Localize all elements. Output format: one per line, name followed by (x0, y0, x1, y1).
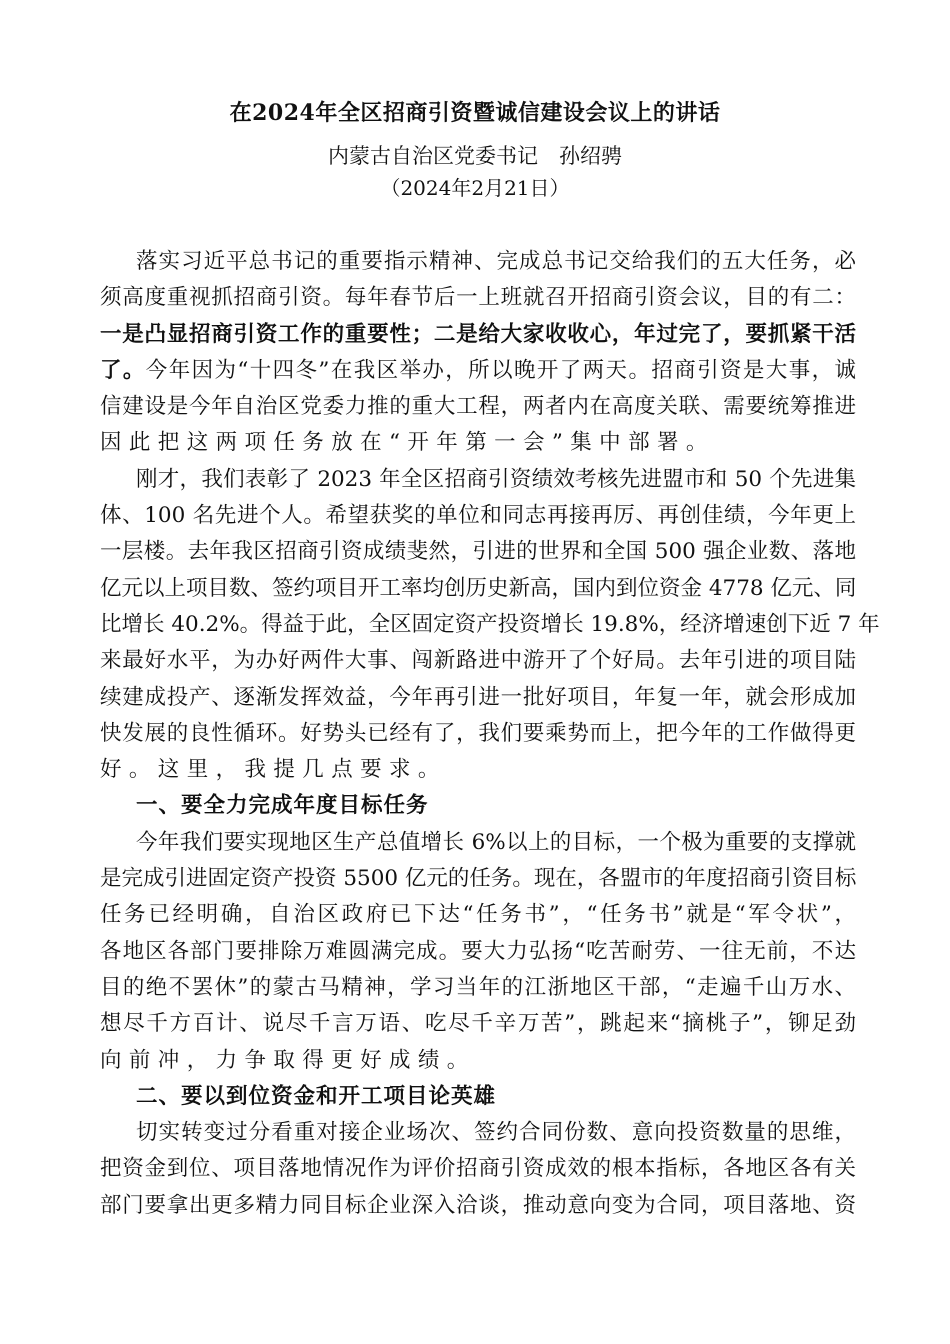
paragraph-line (100, 1188, 856, 1224)
paragraph-line (100, 970, 856, 1006)
paragraph-line (100, 534, 856, 570)
line-text: 亿元以上项目数、签约项目开工率均创历史新高，国内到位资金 4778 亿元、同 (100, 575, 857, 601)
line-text: 须高度重视抓招商引资。每年春节后一上班就召开招商引资会议，目的有二： (100, 285, 856, 311)
paragraph-line (100, 498, 856, 534)
line-text: 任务已经明确，自治区政府已下达“任务书”，“任务书”就是“军令状”， (100, 902, 856, 928)
speech-body (100, 244, 880, 1224)
line-text: 信建设是今年自治区党委力推的重大工程，两者内在高度关联、需要统筹推进 (100, 394, 856, 420)
line-text: 体、100 名先进个人。希望获奖的单位和同志再接再厉、再创佳绩，今年更上 (100, 503, 856, 529)
paragraph-line (100, 825, 856, 861)
paragraph-line (100, 317, 856, 353)
paragraph-line (100, 280, 856, 316)
paragraph-line (100, 389, 856, 425)
paragraph (100, 462, 880, 789)
line-text: 是完成引进固定资产投资 5500 亿元的任务。现在，各盟市的年度招商引资目标 (100, 866, 857, 892)
bold-text: 一是凸显招商引资工作的重要性；二是给大家收收心，年过完了，要抓紧干活 (100, 321, 856, 347)
paragraph-line (100, 1151, 856, 1187)
line-text: 因此把这两项任务放在“开年第一会”集中部署。 (100, 430, 715, 456)
paragraph-line (100, 752, 856, 788)
speech-author: 内蒙古自治区党委书记 孙绍骋 (328, 144, 622, 168)
speech-date: （2024年2月21日） (380, 176, 570, 200)
line-text: 快发展的良性循环。好势头已经有了，我们要乘势而上，把今年的工作做得更 (100, 720, 856, 746)
paragraph-line (100, 680, 856, 716)
paragraph-line (100, 897, 856, 933)
paragraph (100, 244, 856, 462)
line-text: 比增长 40.2%。得益于此，全区固定资产投资增长 19.8%，经济增速创下近 7 年 (100, 611, 880, 637)
paragraph-line (100, 462, 856, 498)
paragraph-line (100, 571, 856, 607)
line-text: 刚才，我们表彰了 2023 年全区招商引资绩效考核先进盟市和 50 个先进集 (136, 466, 856, 492)
paragraph-line (100, 1043, 856, 1079)
section-heading: 一、要全力完成年度目标任务 (136, 793, 429, 819)
speech-title: 在2024年全区招商引资暨诚信建设会议上的讲话 (229, 100, 721, 126)
line-text: 今年因为“十四冬”在我区举办，所以晚开了两天。招商引资是大事，诚 (145, 357, 856, 383)
line-text: 各地区各部门要排除万难圆满完成。要大力弘扬“吃苦耐劳、一往无前，不达 (100, 938, 856, 964)
paragraph (100, 825, 856, 1079)
section-heading: 二、要以到位资金和开工项目论英雄 (136, 1083, 497, 1109)
line-text: 今年我们要实现地区生产总值增长 6%以上的目标，一个极为重要的支撑就 (136, 829, 856, 855)
line-text: 把资金到位、项目落地情况作为评价招商引资成效的根本指标，各地区各有关 (100, 1156, 856, 1182)
paragraph-line (100, 1115, 856, 1151)
line-text: 一层楼。去年我区招商引资成绩斐然，引进的世界和全国 500 强企业数、落地 (100, 539, 856, 565)
paragraph-line (100, 353, 856, 389)
line-text: 来最好水平，为办好两件大事、闯新路进中游开了个好局。去年引进的项目陆 (100, 648, 856, 674)
paragraph-line (100, 425, 856, 461)
bold-text: 了。 (100, 357, 146, 383)
paragraph-line (100, 1006, 856, 1042)
line-text: 想尽千方百计、说尽千言万语、吃尽千辛万苦”，跳起来“摘桃子”，铆足劲 (100, 1011, 856, 1037)
line-text: 向前冲，力争取得更好成绩。 (100, 1047, 476, 1073)
line-text: 落实习近平总书记的重要指示精神、完成总书记交给我们的五大任务，必 (136, 249, 856, 274)
paragraph-line (100, 244, 856, 280)
paragraph-line (100, 861, 856, 897)
paragraph (100, 1115, 856, 1224)
line-text: 部门要拿出更多精力同目标企业深入洽谈，推动意向变为合同，项目落地、资 (100, 1192, 856, 1218)
paragraph-line (100, 643, 856, 679)
line-text: 目的绝不罢休”的蒙古马精神，学习当年的江浙地区干部，“走遍千山万水、 (100, 974, 856, 1000)
paragraph-line (100, 934, 856, 970)
paragraph-line (100, 716, 856, 752)
line-text: 好。这里，我提几点要求。 (100, 757, 447, 783)
line-text: 切实转变过分看重对接企业场次、签约合同份数、意向投资数量的思维， (136, 1120, 856, 1146)
paragraph-line (100, 607, 880, 643)
line-text: 续建成投产、逐渐发挥效益，今年再引进一批好项目，年复一年，就会形成加 (100, 684, 856, 710)
